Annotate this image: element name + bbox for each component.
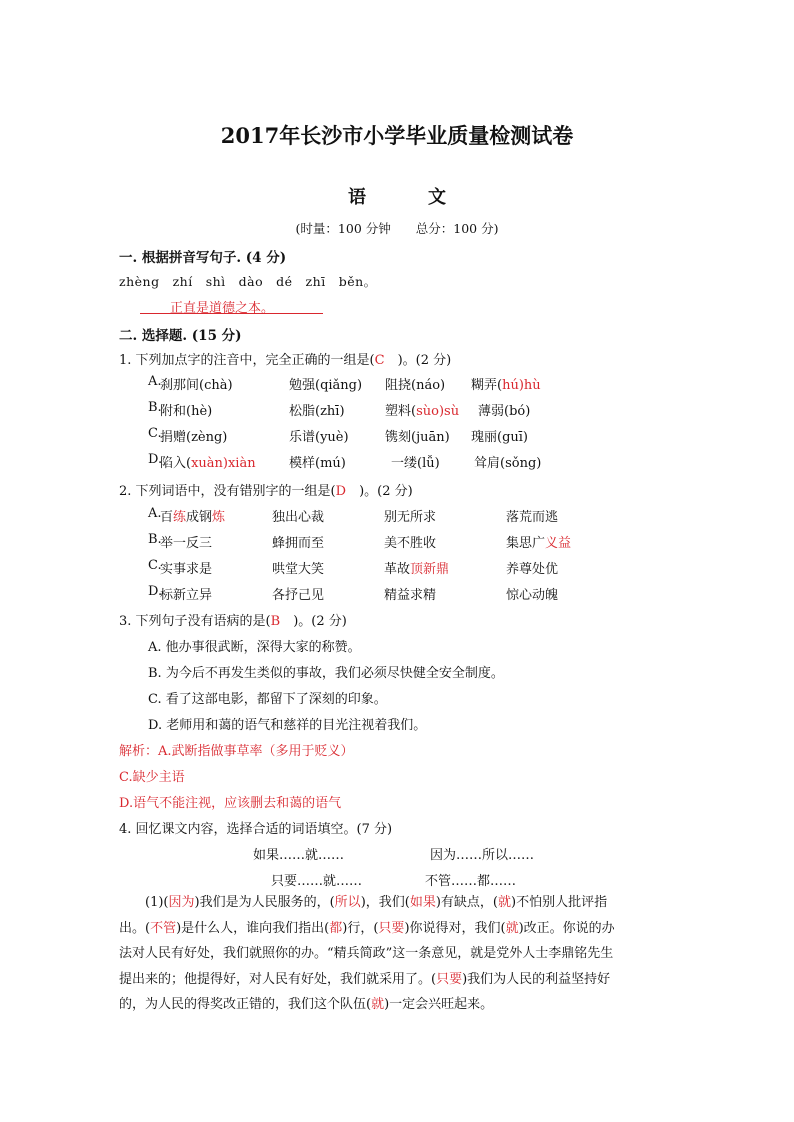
section2-heading: 二. 选择题. (15 分) bbox=[119, 328, 242, 344]
q4-choice-4: 不管……都…… bbox=[425, 874, 517, 889]
q1-answer: C bbox=[374, 353, 385, 368]
section1-answer: 正直是道德之本。 bbox=[170, 301, 275, 316]
q3-option-a: A. 他办事很武断，深得大家的称赞。 bbox=[148, 640, 361, 655]
q2-option-b: B. 举一反三 蜂拥而至 美不胜收 集思广义益 bbox=[148, 532, 572, 551]
q1-option-b: B. 附和(hè) 松脂(zhī) 塑料(sùo)sù 薄弱(bó) bbox=[148, 400, 531, 419]
q2-answer: D bbox=[335, 484, 347, 499]
q3-analysis-2: C.缺少主语 bbox=[119, 770, 185, 785]
q2-option-d: D. 标新立异 各抒己见 精益求精 惊心动魄 bbox=[148, 584, 559, 603]
q3-option-c: C. 看了这部电影，都留下了深刻的印象。 bbox=[148, 692, 387, 707]
q1-option-c: C. 捐赠(zèng) 乐谱(yuè) 镌刻(juān) 瑰丽(guī) bbox=[148, 426, 528, 445]
q2-option-c: C. 实事求是 哄堂大笑 革故顶新鼎 养尊处优 bbox=[148, 558, 559, 577]
exam-meta: (时量：100 分钟 总分：100 分) bbox=[295, 221, 499, 236]
q4-stem: 4. 回忆课文内容，选择合适的词语填空。(7 分) bbox=[119, 822, 393, 837]
q3-option-d: D. 老师用和蔼的语气和慈祥的目光注视着我们。 bbox=[148, 718, 427, 733]
q1-option-d: D. 陷入(xuàn)xiàn 模样(mú) 一缕(lǚ) 耸肩(sǒng) bbox=[148, 452, 542, 471]
q4-choice-1: 如果……就…… bbox=[253, 848, 345, 863]
pinyin-line: zhèng zhí shì dào dé zhī běn。 bbox=[119, 274, 377, 289]
q4-choice-2: 因为……所以…… bbox=[430, 848, 535, 863]
q4-paragraph: (1)(因为)我们是为人民服务的，(所以)，我们(如果)有缺点，(就)不怕别人批评指出。(不管)是什么人，谁向我们指出(都)行，(只要)你说得对，我们(就)改正。你说的办法对人民有好处，我们就照你的办。“精兵简政”这一条意见，就是党外人士李鼎铭先生提出来的；他提得好，对人民有好处，我们就采用了。(只要)我们为人民的利益坚持好的，为人民的得奖改正错的，我们这个队伍(就)一定会兴旺起来。 bbox=[119, 895, 615, 1012]
q3-answer: B bbox=[270, 614, 281, 629]
section1-heading: 一. 根据拼音写句子. (4 分) bbox=[119, 250, 287, 266]
q3-analysis-1: 解析：A.武断指做事草率（多用于贬义） bbox=[119, 744, 354, 759]
q1-stem: 1. 下列加点字的注音中，完全正确的一组是(C )。(2 分) bbox=[119, 353, 452, 368]
q1-option-a: A. 刹那间(chà) 勉强(qiǎng) 阻挠(náo) 糊弄(hú)hù bbox=[148, 374, 541, 393]
q3-stem: 3. 下列句子没有语病的是(B )。(2 分) bbox=[119, 614, 347, 629]
q4-choice-3: 只要……就…… bbox=[271, 874, 363, 889]
q2-stem: 2. 下列词语中，没有错别字的一组是(D )。(2 分) bbox=[119, 484, 413, 499]
answer-line bbox=[140, 297, 323, 314]
q2-option-a: A. 百练成钢炼 独出心裁 别无所求 落荒而逃 bbox=[148, 506, 559, 525]
subject-title: 语 文 bbox=[348, 187, 468, 208]
exam-title: 2017年长沙市小学毕业质量检测试卷 bbox=[220, 123, 574, 148]
q3-option-b: B. 为今后不再发生类似的事故，我们必须尽快健全安全制度。 bbox=[148, 666, 504, 681]
q3-analysis-3: D.语气不能注视，应该删去和蔼的语气 bbox=[119, 796, 342, 811]
